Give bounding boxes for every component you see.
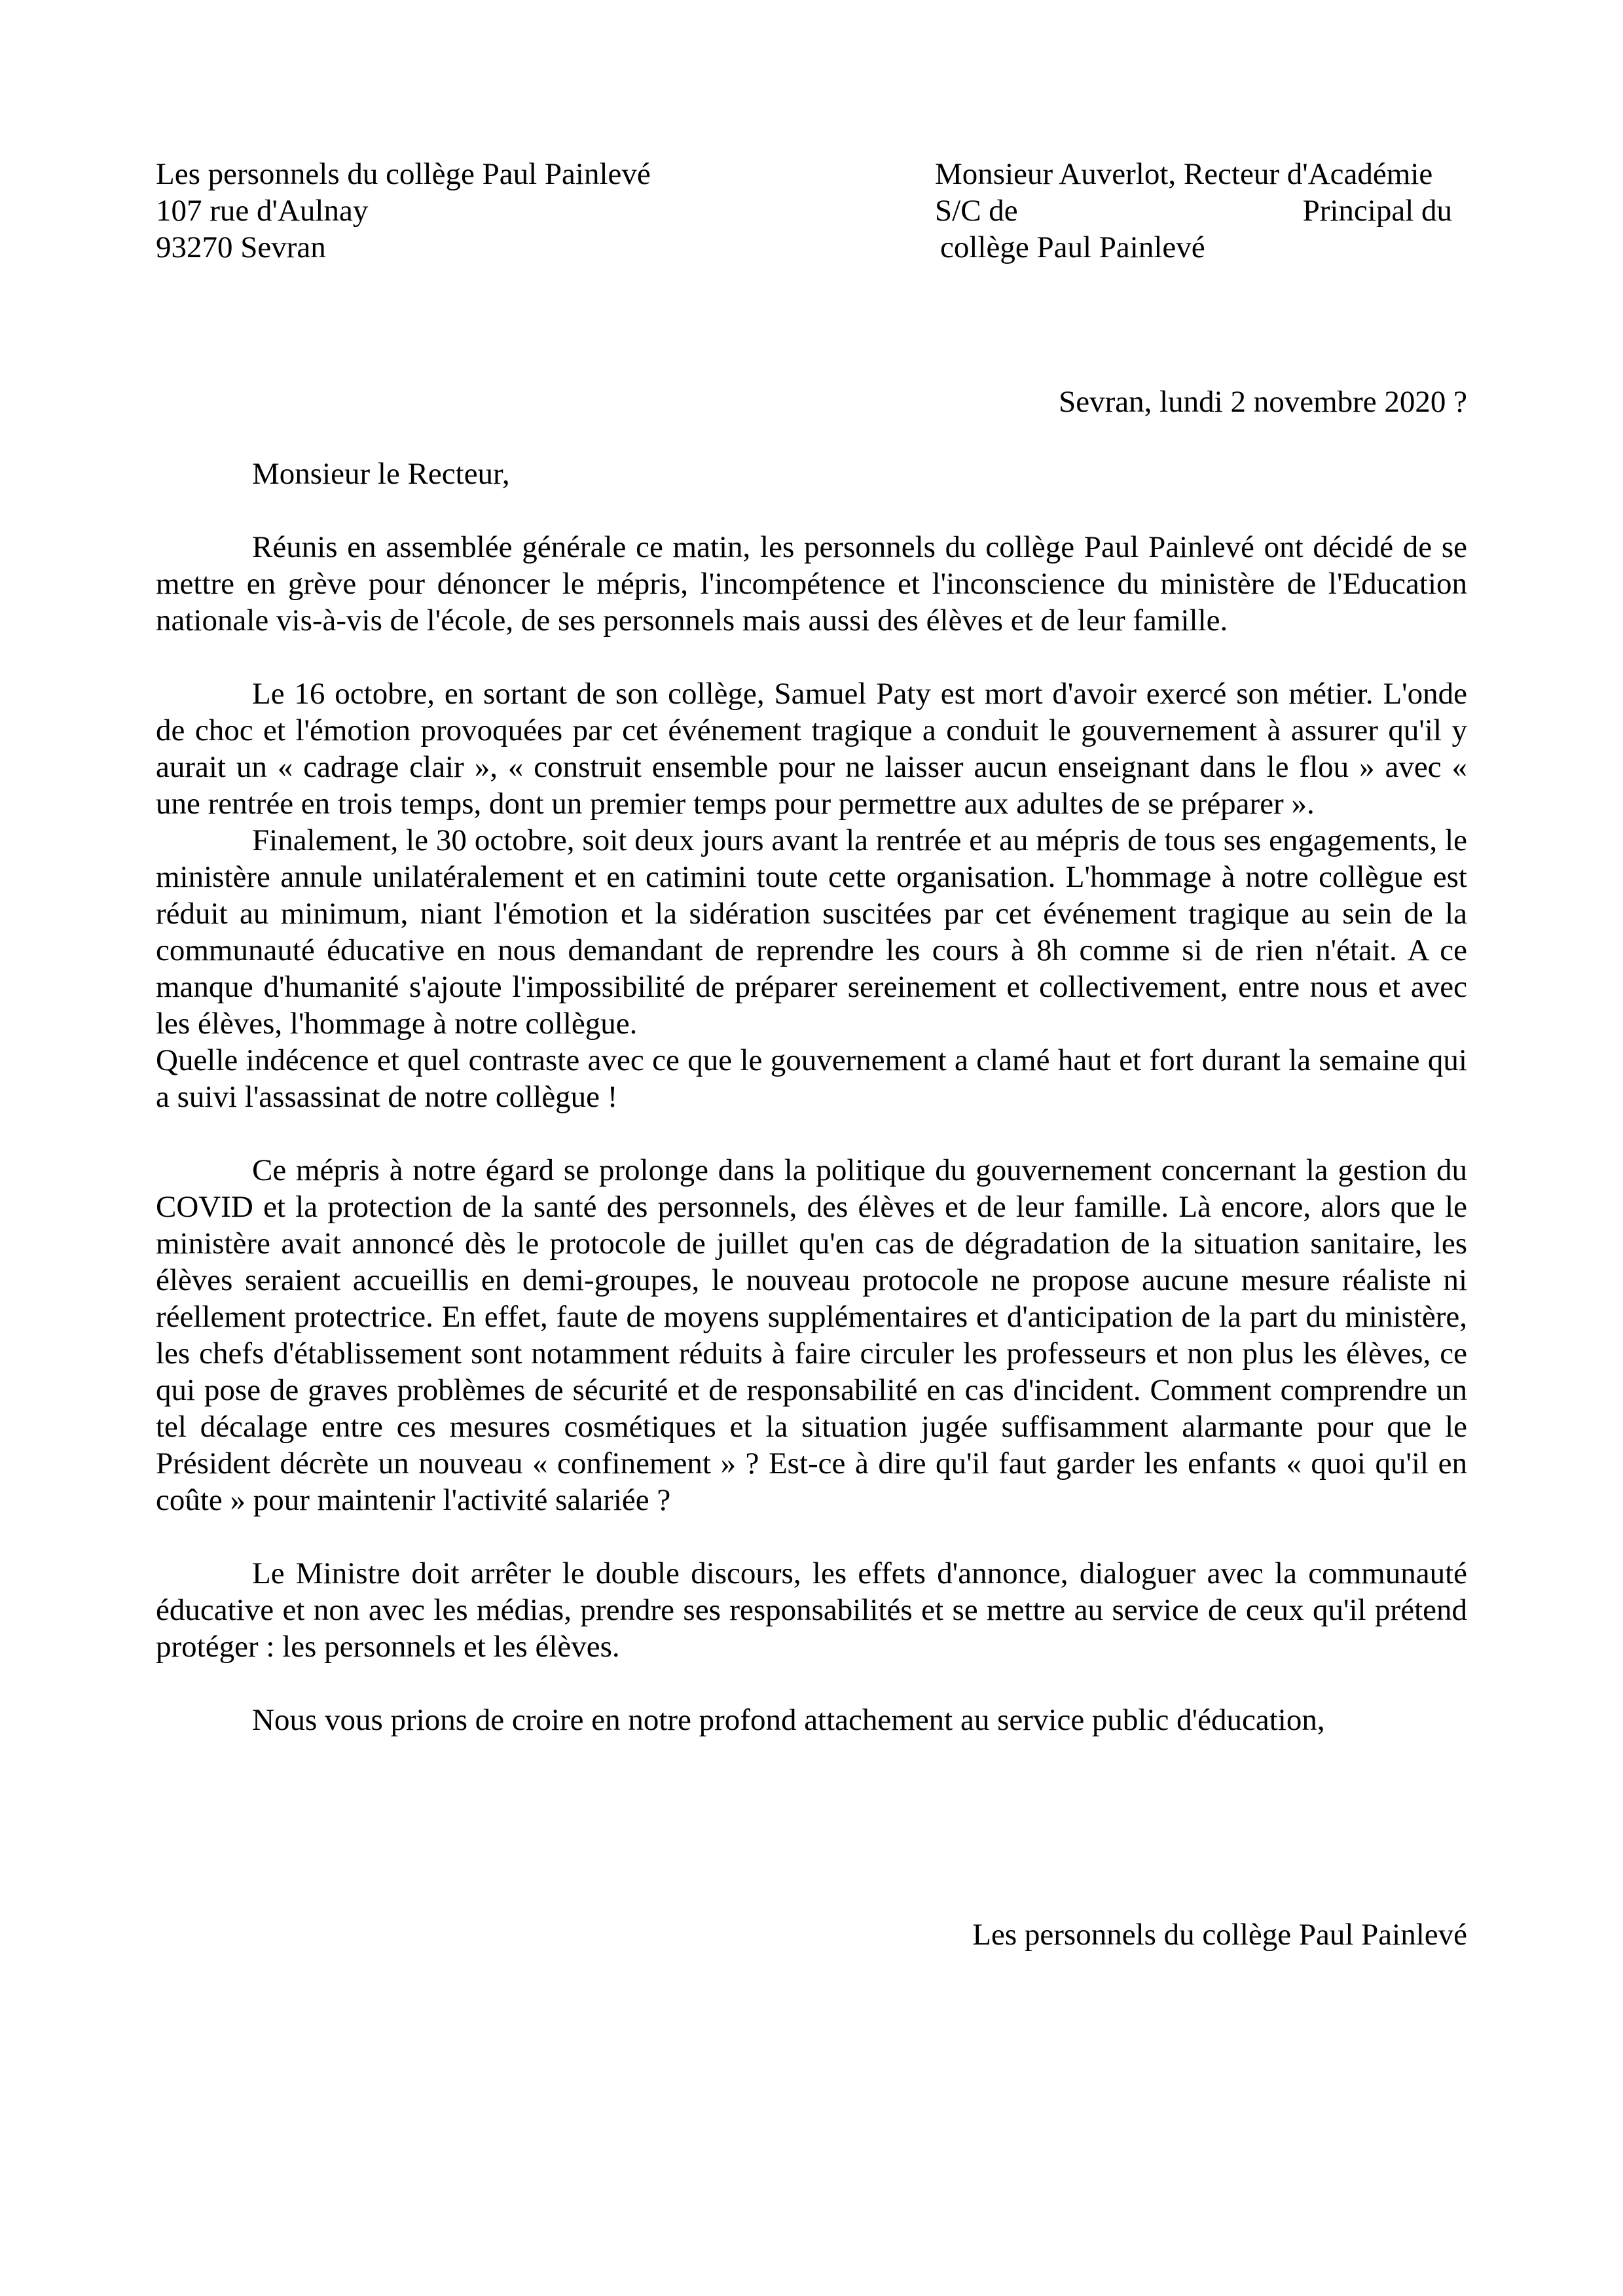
body-paragraph: Ce mépris à notre égard se prolonge dans la politique du gouvernement concernant la gestion du COVID et la protection de la santé des personnels, des élèves et de leur famille. Là encore, alors que le ministère avait annoncé dès le protocole de juillet qu'en cas de dégradation de la situation sanitaire, les élèves seraient accueillis en demi-groupes, le nouveau protocole ne propose aucune mesure réaliste ni réellement protectrice. En effet, faute de moyens supplémentaires et d'anticipation de la part du ministère, les chefs d'établissement sont notamment réduits à faire circuler les professeurs et non plus les élèves, ce qui pose de graves problèmes de sécurité et de responsabilité en cas d'incident. Comment comprendre un tel décalage entre ces mesures cosmétiques et la situation jugée suffisamment alarmante pour que le Président décrète un nouveau « confinement » ? Est-ce à dire qu'il faut garder les enfants « quoi qu'il en coûte » pour maintenir l'activité salariée ?: [156, 1153, 1467, 1517]
letter-date: Sevran, lundi 2 novembre 2020 ?: [1059, 385, 1467, 419]
recipient-school: collège Paul Painlevé: [940, 230, 1205, 264]
closing-paragraph: Nous vous prions de croire en notre profond attachement au service public d'éducation,: [252, 1703, 1325, 1737]
letter-body: [156, 529, 1467, 1738]
recipient-address-block: [935, 156, 1482, 266]
recipient-name: Monsieur Auverlot, Recteur d'Académie: [935, 157, 1433, 191]
body-paragraph: Quelle indécence et quel contraste avec ce que le gouvernement a clamé haut et fort durant la semaine qui a suivi l'assassinat de notre collègue !: [156, 1043, 1467, 1114]
recipient-via-line: [935, 192, 1452, 229]
sender-street: 107 rue d'Aulnay: [156, 194, 369, 228]
recipient-via-label: S/C de: [935, 194, 1018, 228]
sender-name: Les personnels du collège Paul Painlevé: [156, 157, 651, 191]
sender-city: 93270 Sevran: [156, 230, 326, 264]
body-paragraph: Le 16 octobre, en sortant de son collège, Samuel Paty est mort d'avoir exercé son métier. L'onde de choc et l'émotion provoquées par cet événement tragique a conduit le gouvernement à assurer qu'il y aurait un « cadrage clair », « construit ensemble pour ne laisser aucun enseignant dans le flou » avec « une rentrée en trois temps, dont un premier temps pour permettre aux adultes de se préparer ».: [156, 677, 1467, 821]
recipient-principal-label: Principal du: [1302, 194, 1452, 228]
sender-address-block: [156, 156, 651, 266]
body-paragraph: Finalement, le 30 octobre, soit deux jours avant la rentrée et au mépris de tous ses engagements, le ministère annule unilatéralement et en catimini toute cette organisation. L'hommage à notre collègue est réduit au minimum, niant l'émotion et la sidération suscitées par cet événement tragique au sein de la communauté éducative en nous demandant de reprendre les cours à 8h comme si de rien n'était. A ce manque d'humanité s'ajoute l'impossibilité de préparer sereinement et collectivement, entre nous et avec les élèves, l'hommage à notre collègue.: [156, 823, 1467, 1041]
salutation: Monsieur le Recteur,: [252, 457, 510, 491]
body-paragraph: Le Ministre doit arrêter le double discours, les effets d'annonce, dialoguer avec la communauté éducative et non avec les médias, prendre ses responsabilités et se mettre au service de ceux qu'il prétend protéger : les personnels et les élèves.: [156, 1556, 1467, 1664]
signature: Les personnels du collège Paul Painlevé: [972, 1918, 1467, 1952]
body-paragraph: Réunis en assemblée générale ce matin, les personnels du collège Paul Painlevé ont décidé de se mettre en grève pour dénoncer le mépris, l'incompétence et l'inconscience du ministère de l'Education nationale vis-à-vis de l'école, de ses personnels mais aussi des élèves et de leur famille.: [156, 530, 1467, 637]
